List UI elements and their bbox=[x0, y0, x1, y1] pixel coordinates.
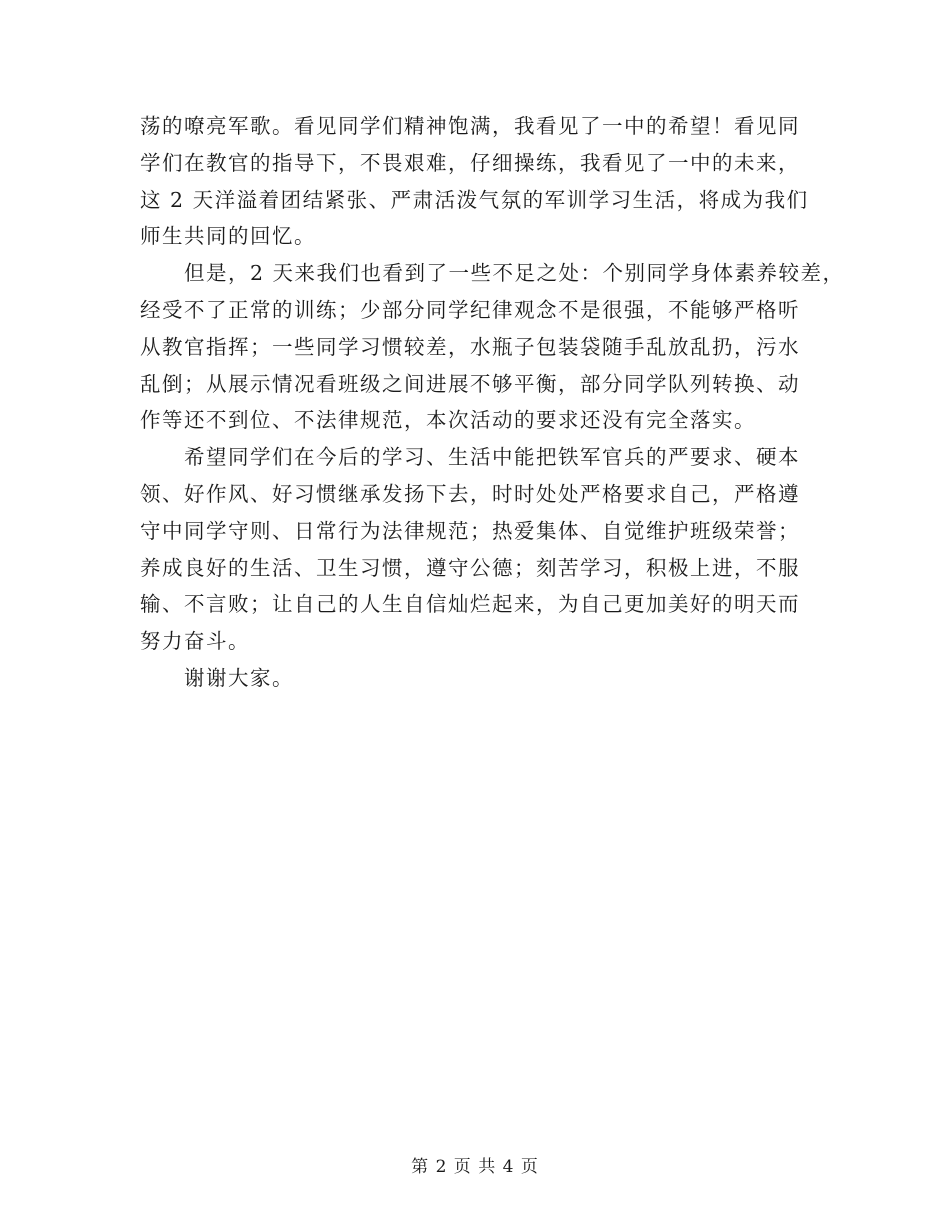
text-line: 领、好作风、好习惯继承发扬下去，时时处处严格要求自己，严格遵 bbox=[140, 481, 800, 506]
text-line: 养成良好的生活、卫生习惯，遵守公德；刻苦学习，积极上进，不服 bbox=[140, 555, 800, 580]
text-line: 荡的嘹亮军歌。看见同学们精神饱满，我看见了一中的希望！看见同 bbox=[140, 114, 800, 138]
text-line: 输、不言败；让自己的人生自信灿烂起来，为自己更加美好的明天而 bbox=[140, 592, 800, 617]
text-line: 乱倒；从展示情况看班级之间进展不够平衡，部分同学队列转换、动 bbox=[140, 371, 800, 396]
text-line: 但是，2 天来我们也看到了一些不足之处：个别同学身体素养较差， bbox=[140, 261, 845, 286]
text-line: 作等还不到位、不法律规范，本次活动的要求还没有完全落实。 bbox=[140, 408, 756, 433]
text-line: 努力奋斗。 bbox=[140, 629, 250, 654]
text-line: 学们在教官的指导下，不畏艰难，仔细操练，我看见了一中的未来， bbox=[140, 150, 800, 175]
text-line: 谢谢大家。 bbox=[140, 665, 294, 690]
text-line: 这 2 天洋溢着团结紧张、严肃活泼气氛的军训学习生活，将成为我们 bbox=[140, 187, 809, 212]
text-line: 经受不了正常的训练；少部分同学纪律观念不是很强，不能够严格听 bbox=[140, 297, 800, 322]
text-line: 守中同学守则、日常行为法律规范；热爱集体、自觉维护班级荣誉； bbox=[140, 518, 800, 543]
document-body bbox=[140, 108, 845, 697]
text-line: 希望同学们在今后的学习、生活中能把铁军官兵的严要求、硬本 bbox=[140, 445, 800, 470]
text-line: 师生共同的回忆。 bbox=[140, 224, 316, 249]
text-line: 从教官指挥；一些同学习惯较差，水瓶子包装袋随手乱放乱扔，污水 bbox=[140, 334, 800, 359]
page-number-footer: 第 2 页 共 4 页 bbox=[411, 1157, 539, 1177]
